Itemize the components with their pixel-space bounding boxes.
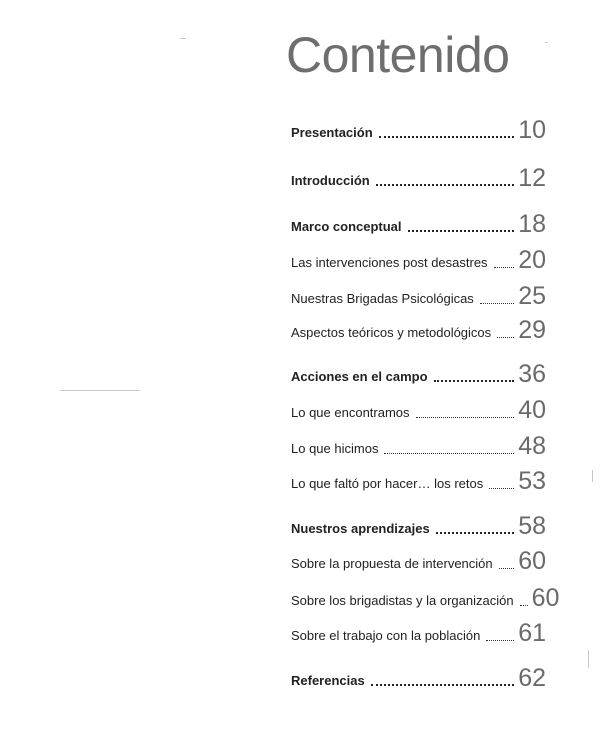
toc-leader-dots <box>480 303 514 304</box>
toc-entry-label: Marco conceptual <box>291 219 402 234</box>
toc-entry-page: 62 <box>518 664 546 692</box>
toc-entry-page: 10 <box>518 116 546 144</box>
toc-entry-presentacion <box>291 114 546 144</box>
toc-entry-page: 29 <box>518 316 546 344</box>
toc-entry-marco-conceptual <box>291 208 546 238</box>
toc-entry-label: Lo que hicimos <box>291 441 379 456</box>
toc-entry-label: Lo que faltó por hacer… los retos <box>291 476 484 491</box>
toc-leader-dots <box>494 267 515 268</box>
scan-speck <box>545 42 548 43</box>
toc-entry-acciones <box>291 358 546 388</box>
toc-entry-propuesta <box>291 545 546 575</box>
toc-entry-aprendizajes <box>291 510 546 540</box>
toc-entry-label: Lo que encontramos <box>291 405 410 420</box>
toc-entry-page: 58 <box>518 512 546 540</box>
toc-entry-hicimos <box>291 430 546 460</box>
toc-leader-dots <box>486 640 514 641</box>
toc-entry-page: 12 <box>518 164 546 192</box>
toc-entry-label: Sobre el trabajo con la población <box>291 628 481 643</box>
toc-entry-page: 40 <box>518 396 546 424</box>
page-title: Contenido <box>286 27 510 83</box>
scan-speck <box>60 390 140 391</box>
toc-leader-dots <box>499 568 515 569</box>
toc-entry-label: Referencias <box>291 673 365 688</box>
toc-entry-label: Nuestras Brigadas Psicológicas <box>291 291 474 306</box>
toc-entry-label: Aspectos teóricos y metodológicos <box>291 325 492 340</box>
scan-speck <box>588 650 589 668</box>
scan-speck <box>592 470 593 482</box>
toc-entry-page: 53 <box>518 467 546 495</box>
toc-entry-encontramos <box>291 394 546 424</box>
toc-leader-dots <box>434 380 515 382</box>
toc-leader-dots <box>416 417 515 418</box>
toc-leader-dots <box>497 337 514 338</box>
toc-entry-label: Las intervenciones post desastres <box>291 255 488 270</box>
scan-speck <box>180 38 186 39</box>
toc-entry-page: 25 <box>518 282 546 310</box>
toc-entry-label: Sobre los brigadistas y la organización <box>291 593 514 608</box>
toc-entry-label: Nuestros aprendizajes <box>291 521 430 536</box>
toc-entry-page: 60 <box>531 584 560 612</box>
toc-entry-poblacion <box>291 617 546 647</box>
toc-entry-aspectos <box>291 314 546 344</box>
toc-entry-retos <box>291 465 546 495</box>
toc-entry-brigadistas <box>291 582 560 612</box>
toc-entry-page: 18 <box>518 210 546 238</box>
toc-leader-dots <box>520 605 528 606</box>
toc-entry-page: 36 <box>518 360 546 388</box>
toc-entry-label: Presentación <box>291 125 373 140</box>
toc-entry-introduccion <box>291 162 546 192</box>
toc-leader-dots <box>376 184 514 186</box>
toc-entry-page: 60 <box>518 547 546 575</box>
toc-leader-dots <box>384 453 514 454</box>
toc-entry-page: 61 <box>518 619 546 647</box>
toc-entry-brigadas <box>291 280 546 310</box>
toc-entry-label: Acciones en el campo <box>291 369 428 384</box>
toc-entry-page: 48 <box>518 432 546 460</box>
toc-leader-dots <box>371 684 514 686</box>
toc-leader-dots <box>408 230 515 232</box>
toc-leader-dots <box>489 488 514 489</box>
toc-entry-label: Sobre la propuesta de intervención <box>291 556 493 571</box>
toc-entry-intervenciones <box>291 244 546 274</box>
toc-leader-dots <box>436 532 514 534</box>
toc-entry-referencias <box>291 662 546 692</box>
toc-entry-page: 20 <box>518 246 546 274</box>
toc-leader-dots <box>379 136 515 138</box>
toc-entry-label: Introducción <box>291 173 370 188</box>
